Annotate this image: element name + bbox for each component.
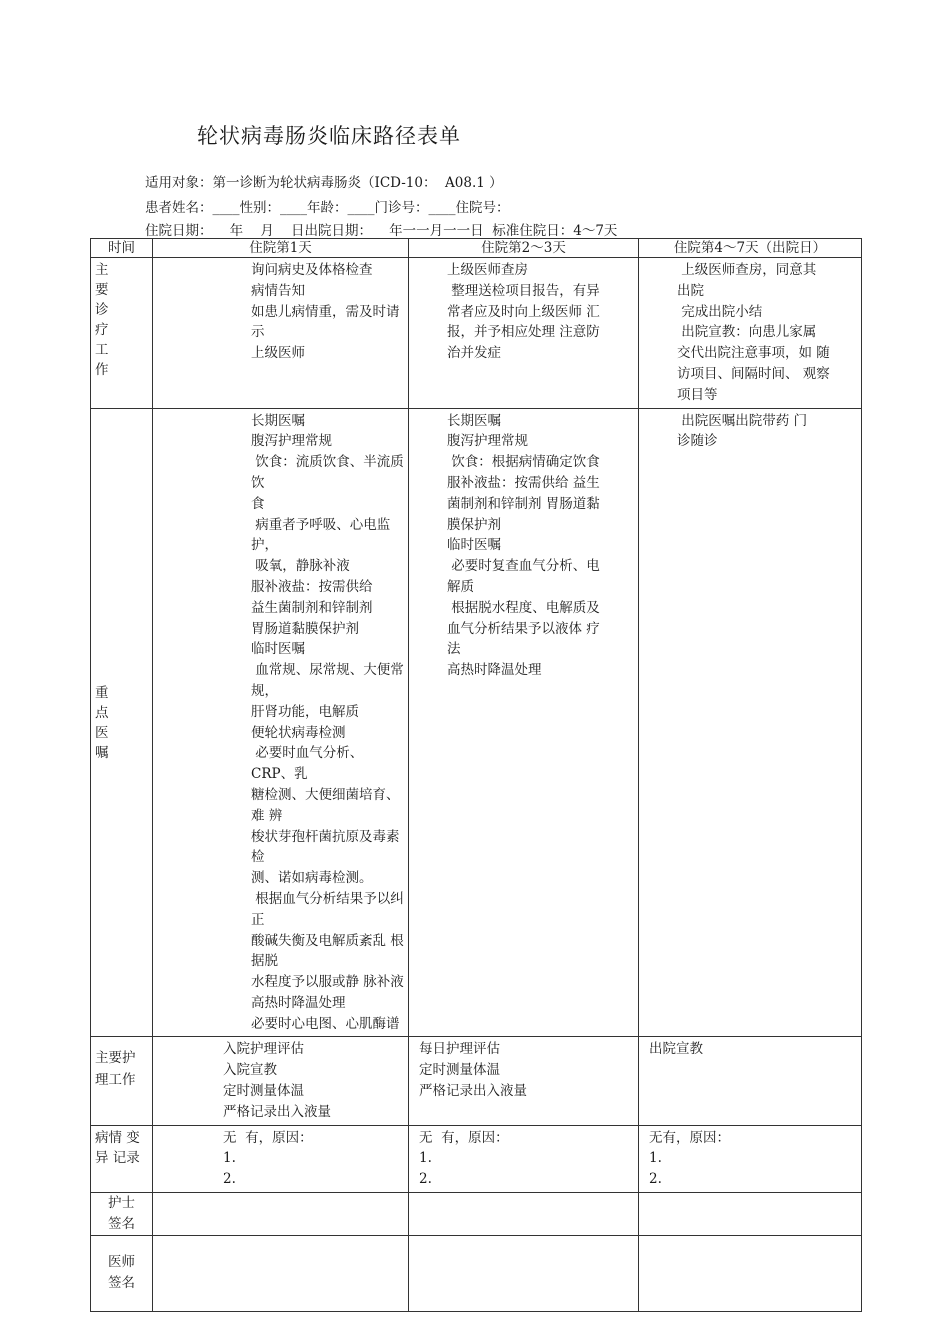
cell-line: 入院宣教 (223, 1062, 277, 1079)
cell (409, 408, 639, 1037)
nurse-signature-field[interactable] (409, 1193, 639, 1236)
cell-line: 必要时复查血气分析、电 (447, 558, 600, 575)
cell-line: 梭状芽孢杆菌抗原及毒素 检 (251, 828, 404, 866)
cell-line: 长期医嘱 (251, 412, 305, 429)
cell-line: 临时医嘱 (251, 641, 305, 658)
cell-line: 入院护理评估 (223, 1041, 304, 1058)
cell (409, 1037, 639, 1125)
patient-info-line: 患者姓名：____性别：____年龄：____门诊号：____住院号： (145, 200, 510, 216)
cell (639, 258, 862, 409)
cell-line: 饮食：根据病情确定饮食 (447, 454, 600, 471)
cell (639, 408, 862, 1037)
row-label: 主要诊疗工作 (91, 258, 153, 409)
cell-line: 完成出院小结 (677, 303, 763, 320)
cell-line: 服补液盐：按需供给 (251, 578, 373, 595)
cell-line: 无 有，原因： (223, 1129, 313, 1146)
cell-line: 交代出院注意事项，如 随 (677, 345, 830, 362)
cell-line: 2. (649, 1171, 662, 1188)
cell-line: 定时测量体温 (419, 1062, 500, 1079)
cell-line: 益生菌制剂和锌制剂 (251, 599, 373, 616)
cell-line: 必要时血气分析、 CRP、乳 (251, 745, 390, 783)
cell-line: 严格记录出入液量 (419, 1083, 527, 1100)
header-time: 时间 (91, 239, 153, 258)
cell-line: 根据脱水程度、电解质及 (447, 599, 600, 616)
cell-line: 血常规、尿常规、大便常规， (251, 662, 404, 699)
cell (153, 1125, 409, 1192)
cell (409, 1125, 639, 1192)
cell-line: 必要时心电图、心肌酶谱 (251, 1015, 400, 1032)
row-nursing-work (91, 1037, 862, 1125)
cell-line: 报，并予相应处理 注意防 (447, 324, 600, 341)
cell-line: 食 (251, 495, 265, 512)
cell-line: 高热时降温处理 (447, 662, 542, 679)
row-label: 医师签名 (91, 1235, 153, 1311)
cell-line: 糖检测、大便细菌培育、难 辨 (251, 786, 400, 824)
cell-line: 膜保护剂 (447, 516, 501, 533)
cell-line: 上级医师查房，同意其 (677, 262, 817, 278)
cell-line: 出院宣教 (649, 1041, 703, 1058)
cell-line: 上级医师 (251, 345, 305, 362)
cell-line: 肝肾功能，电解质 (251, 703, 359, 720)
cell-line: 无有，原因： (649, 1129, 730, 1146)
cell-line: 病重者予呼吸、心电监护， (251, 516, 391, 554)
cell-line: 饮食：流质饮食、半流质饮 (251, 454, 404, 491)
cell-line: 如患儿病情重，需及时请示 (251, 303, 400, 341)
header-row (91, 239, 862, 258)
cell-line: 便轮状病毒检测 (251, 724, 346, 741)
cell-line: 出院 (677, 282, 704, 299)
cell-line: 2. (419, 1171, 432, 1188)
cell-line: 无 有，原因： (419, 1129, 509, 1146)
cell-line: 定时测量体温 (223, 1083, 304, 1100)
row-doctor-signature (91, 1235, 862, 1311)
cell-line: 1. (223, 1150, 236, 1167)
cell-line: 项目等 (677, 386, 718, 403)
admission-dates-line: 住院日期： 年 月 日出院日期： 年一一月一一日 标准住院日：4〜7天 (145, 223, 618, 239)
cell (409, 258, 639, 409)
cell-line: 高热时降温处理 (251, 994, 346, 1011)
cell-line: 访项目、间隔时间、 观察 (677, 365, 830, 382)
row-diagnosis-work (91, 258, 862, 409)
cell-line: 出院医嘱出院带药 门 (677, 412, 808, 429)
cell-line: 每日护理评估 (419, 1041, 500, 1058)
cell-line: 出院宣教：向患儿家属 (677, 324, 817, 341)
row-label: 主要护理工作 (91, 1037, 153, 1125)
cell-line: 1. (419, 1150, 432, 1167)
cell-line: 水程度予以服或静 脉补液 (251, 974, 404, 991)
cell-line: 吸氧，静脉补液 (251, 558, 350, 575)
cell (153, 1037, 409, 1125)
cell-line: 服补液盐：按需供给 益生 (447, 474, 600, 491)
row-label: 病情 变异 记录 (91, 1125, 153, 1192)
doctor-signature-field[interactable] (409, 1235, 639, 1311)
cell-line: 测、诺如病毒检测。 (251, 870, 373, 887)
cell-line: 腹泻护理常规 (447, 433, 528, 450)
cell-line: 解质 (447, 578, 474, 595)
cell-line: 2. (223, 1171, 236, 1188)
doctor-signature-field[interactable] (639, 1235, 862, 1311)
nurse-signature-field[interactable] (639, 1193, 862, 1236)
cell-line: 酸碱失衡及电解质紊乱 根据脱 (251, 932, 404, 970)
cell-line: 法 (447, 641, 461, 658)
row-key-orders (91, 408, 862, 1037)
cell-line: 临时医嘱 (447, 537, 501, 554)
header-day2-3: 住院第2〜3天 (409, 239, 639, 258)
cell-line: 病情告知 (251, 282, 305, 299)
cell-line: 诊随诊 (677, 433, 718, 450)
cell-line: 询问病史及体格检查 (251, 262, 373, 278)
cell-line: 血气分析结果予以液体 疗 (447, 620, 600, 637)
scope-line: 适用对象：第一诊断为轮状病毒肠炎（ICD-10： A08.1 ） (145, 175, 503, 191)
cell-line: 常者应及时向上级医师 汇 (447, 303, 600, 320)
cell-line: 根据血气分析结果予以纠正 (251, 890, 404, 928)
clinical-pathway-table (90, 238, 862, 1312)
cell (153, 258, 409, 409)
cell-line: 严格记录出入液量 (223, 1103, 331, 1120)
cell-line: 腹泻护理常规 (251, 433, 332, 450)
row-label: 重点医嘱 (91, 408, 153, 1037)
row-nurse-signature (91, 1193, 862, 1236)
row-variation-record (91, 1125, 862, 1192)
cell-line: 治并发症 (447, 345, 501, 362)
header-day4-7: 住院第4〜7天（出院日） (639, 239, 862, 258)
row-label: 护士签名 (91, 1193, 153, 1236)
cell-line: 整理送检项目报告，有异 (447, 282, 600, 299)
cell-line: 上级医师查房 (447, 262, 528, 278)
cell (153, 408, 409, 1037)
cell-line: 胃肠道黏膜保护剂 (251, 620, 359, 637)
page-title: 轮状病毒肠炎临床路径表单 (197, 124, 461, 148)
cell-line: 1. (649, 1150, 662, 1167)
doctor-signature-field[interactable] (153, 1235, 409, 1311)
nurse-signature-field[interactable] (153, 1193, 409, 1236)
cell (639, 1125, 862, 1192)
cell-line: 菌制剂和锌制剂 胃肠道黏 (447, 495, 600, 512)
cell-line: 长期医嘱 (447, 412, 501, 429)
cell (639, 1037, 862, 1125)
header-day1: 住院第1天 (153, 239, 409, 258)
